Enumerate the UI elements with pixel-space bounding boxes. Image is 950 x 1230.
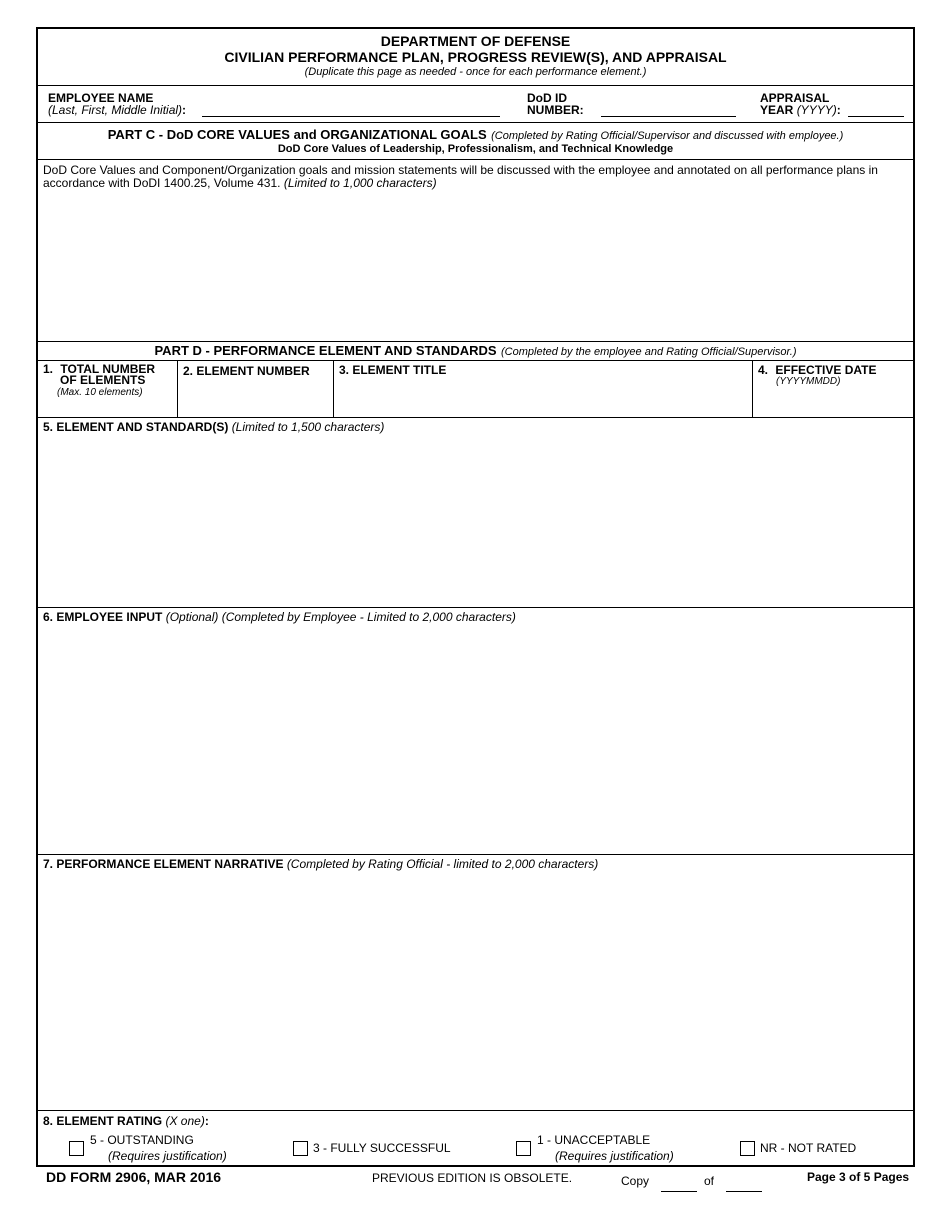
section-8 bbox=[38, 1111, 913, 1165]
section-6-hint: (Optional) (Completed by Employee - Limited to 2,000 characters) bbox=[165, 610, 516, 624]
appraisal-year-label-line2: YEAR bbox=[760, 103, 794, 117]
header-note: (Duplicate this page as needed - once for each performance element.) bbox=[304, 66, 647, 78]
employee-name-hint: (Last, First, Middle Initial) bbox=[48, 103, 183, 117]
rating-1-label: 1 - UNACCEPTABLE bbox=[537, 1133, 651, 1147]
copy-total-underline bbox=[726, 1191, 762, 1192]
section-6 bbox=[38, 608, 913, 855]
section-7-textarea[interactable] bbox=[42, 875, 909, 1106]
part-c-header bbox=[38, 123, 913, 160]
section-5-hint: (Limited to 1,500 characters) bbox=[231, 420, 385, 434]
form-header bbox=[38, 29, 913, 86]
employee-name-underline bbox=[202, 116, 500, 117]
copy-number-underline bbox=[661, 1191, 697, 1192]
part-c-instruction-text: DoD Core Values and Component/Organization goals and mission statements will be discussed with the employee and annotated on all performance plans in accordance with DoDI 1400.25, Volume 431. bbox=[43, 163, 878, 190]
dodid-underline bbox=[601, 116, 736, 117]
effective-date-field[interactable] bbox=[757, 389, 907, 413]
section-6-textarea[interactable] bbox=[42, 628, 909, 850]
rating-1-checkbox[interactable] bbox=[516, 1141, 531, 1156]
rating-5-checkbox[interactable] bbox=[69, 1141, 84, 1156]
form-id: DD FORM 2906, MAR 2016 bbox=[46, 1169, 222, 1185]
element-title-label: 3. ELEMENT TITLE bbox=[339, 363, 447, 377]
dodid-label-group bbox=[527, 92, 584, 116]
header-department: DEPARTMENT OF DEFENSE bbox=[380, 33, 571, 49]
effective-date-hint: (YYYYMMDD) bbox=[776, 376, 841, 387]
effective-date-num: 4. bbox=[758, 363, 769, 377]
appraisal-year-label-line1: APPRAISAL bbox=[760, 91, 830, 105]
divider-1 bbox=[177, 361, 178, 417]
copy-label: Copy bbox=[621, 1174, 650, 1188]
total-elements-cell[interactable] bbox=[38, 361, 177, 417]
section-8-label: 8. ELEMENT RATING bbox=[43, 1114, 163, 1128]
copy-number-field[interactable] bbox=[661, 1175, 697, 1190]
rating-3-checkbox[interactable] bbox=[293, 1141, 308, 1156]
part-d-fields-row bbox=[38, 361, 913, 418]
effective-date-label: EFFECTIVE DATE bbox=[775, 363, 877, 377]
employee-row bbox=[38, 86, 913, 123]
section-7-label: 7. PERFORMANCE ELEMENT NARRATIVE bbox=[43, 857, 284, 871]
part-c-title: PART C - DoD CORE VALUES and ORGANIZATIONAL GOALS bbox=[107, 127, 487, 142]
employee-name-field[interactable] bbox=[202, 98, 500, 116]
form-frame bbox=[36, 27, 915, 1167]
part-d-title: PART D - PERFORMANCE ELEMENT AND STANDARDS bbox=[154, 343, 497, 358]
rating-5-label: 5 - OUTSTANDING bbox=[90, 1133, 194, 1147]
part-c-note: (Completed by Rating Official/Supervisor and discussed with employee.) bbox=[491, 130, 844, 142]
section-5-label: 5. ELEMENT AND STANDARD(S) bbox=[43, 420, 229, 434]
element-number-label: 2. ELEMENT NUMBER bbox=[183, 364, 310, 378]
dodid-label-line2: NUMBER: bbox=[527, 103, 584, 117]
part-c-content bbox=[38, 160, 913, 342]
total-elements-label2: OF ELEMENTS bbox=[60, 373, 146, 387]
section-8-hint: (X one) bbox=[165, 1114, 205, 1128]
obsolete-notice: PREVIOUS EDITION IS OBSOLETE. bbox=[372, 1171, 573, 1185]
rating-1-note: (Requires justification) bbox=[555, 1149, 674, 1163]
appraisal-year-field[interactable] bbox=[848, 98, 904, 116]
of-label: of bbox=[704, 1174, 715, 1188]
rating-nr-label: NR - NOT RATED bbox=[760, 1141, 857, 1155]
rating-5-note: (Requires justification) bbox=[108, 1149, 227, 1163]
section-8-colon: : bbox=[204, 1114, 209, 1128]
rating-nr-checkbox[interactable] bbox=[740, 1141, 755, 1156]
page-number: Page 3 of 5 Pages bbox=[807, 1170, 910, 1184]
header-form-title: CIVILIAN PERFORMANCE PLAN, PROGRESS REVIEW(S), AND APPRAISAL bbox=[224, 49, 727, 65]
section-5 bbox=[38, 418, 913, 608]
part-d-note: (Completed by the employee and Rating Official/Supervisor.) bbox=[501, 346, 797, 358]
total-elements-hint: (Max. 10 elements) bbox=[57, 387, 143, 398]
employee-name-label-group bbox=[48, 92, 186, 116]
element-title-field[interactable] bbox=[338, 383, 748, 413]
dodid-field[interactable] bbox=[601, 98, 736, 116]
appraisal-year-hint: (YYYY) bbox=[796, 103, 837, 117]
part-d-header bbox=[38, 342, 913, 361]
section-5-textarea[interactable] bbox=[42, 438, 909, 603]
appraisal-year-label-group bbox=[760, 92, 841, 116]
employee-name-label: EMPLOYEE NAME bbox=[48, 91, 154, 105]
divider-3 bbox=[752, 361, 753, 417]
part-c-subtitle: DoD Core Values of Leadership, Professionalism, and Technical Knowledge bbox=[277, 143, 674, 155]
section-6-label: 6. EMPLOYEE INPUT bbox=[43, 610, 163, 624]
copy-total-field[interactable] bbox=[726, 1175, 762, 1190]
appraisal-year-underline bbox=[848, 116, 904, 117]
section-7 bbox=[38, 855, 913, 1111]
total-elements-num: 1. bbox=[43, 362, 54, 376]
section-7-hint: (Completed by Rating Official - limited to 2,000 characters) bbox=[286, 857, 599, 871]
divider-2 bbox=[333, 361, 334, 417]
part-c-instruction bbox=[43, 164, 909, 190]
dodid-label-line1: DoD ID bbox=[527, 91, 567, 105]
employee-name-colon: : bbox=[182, 103, 187, 117]
part-c-textarea[interactable] bbox=[42, 192, 909, 338]
element-number-field[interactable] bbox=[182, 383, 330, 413]
part-c-limit: (Limited to 1,000 characters) bbox=[283, 176, 437, 190]
rating-3-label: 3 - FULLY SUCCESSFUL bbox=[313, 1141, 451, 1155]
appraisal-year-colon: : bbox=[836, 103, 841, 117]
total-elements-label1: TOTAL NUMBER bbox=[60, 362, 156, 376]
